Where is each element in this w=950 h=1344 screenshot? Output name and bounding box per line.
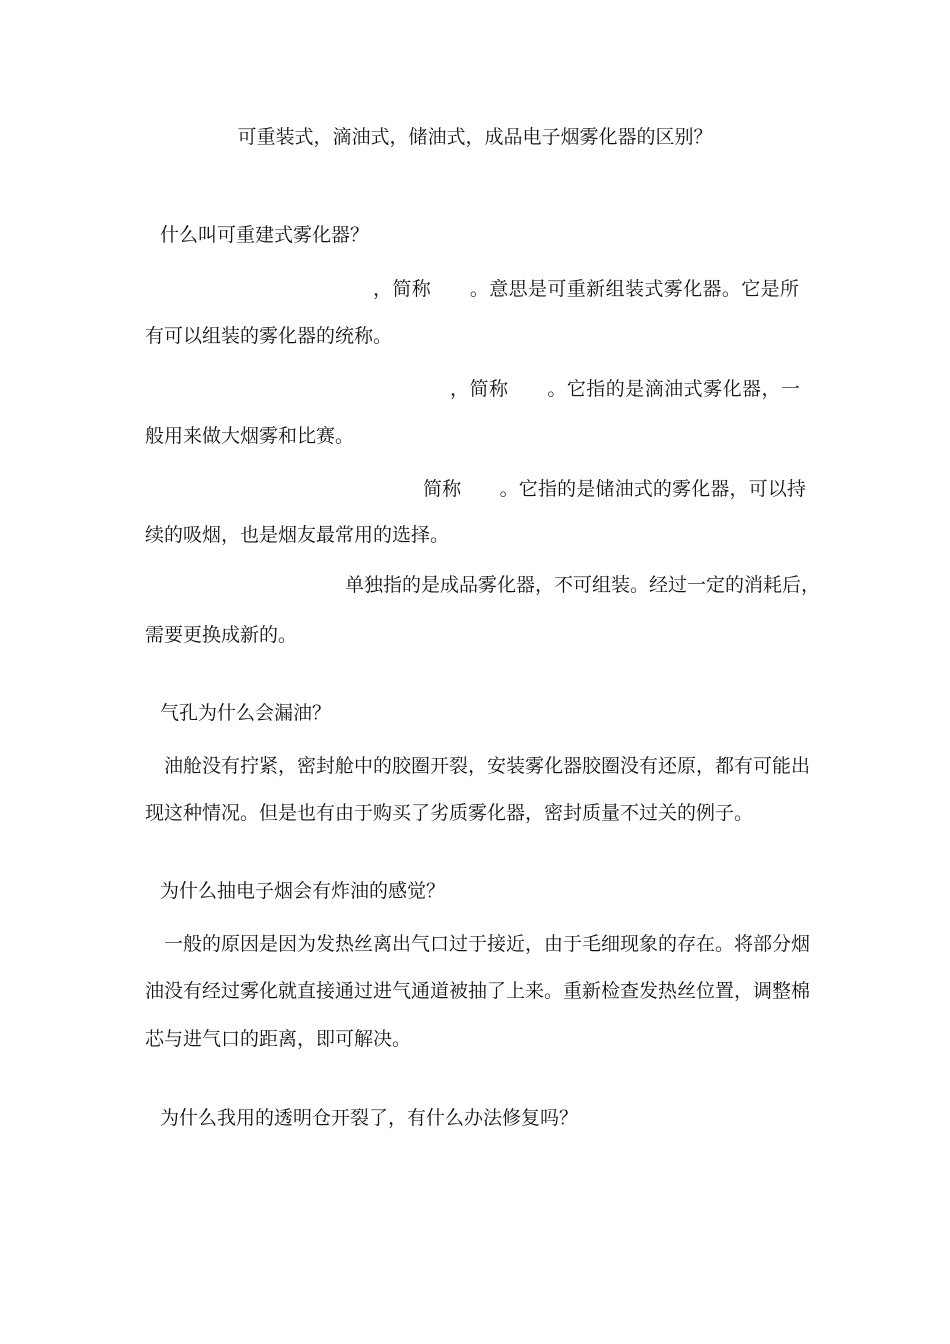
question-heading: 气孔为什么会漏油？ bbox=[160, 702, 332, 724]
paragraph-line: 需要更换成新的。 bbox=[145, 624, 298, 646]
document-title: 可重装式，滴油式，储油式，成品电子烟雾化器的区别？ bbox=[237, 126, 713, 148]
paragraph-line: 油舱没有拧紧，密封舱中的胶圈开裂，安装雾化器胶圈没有还原，都有可能出 bbox=[164, 755, 811, 777]
question-heading: 为什么抽电子烟会有炸油的感觉？ bbox=[160, 880, 446, 902]
paragraph-line: 现这种情况。但是也有由于购买了劣质雾化器，密封质量不过关的例子。 bbox=[145, 802, 754, 824]
paragraph-line: 单独指的是成品雾化器，不可组装。经过一定的消耗后， bbox=[345, 574, 821, 596]
paragraph-line: ，简称 。它指的是滴油式雾化器，一 bbox=[450, 378, 800, 400]
paragraph-line: ，简称 。意思是可重新组装式雾化器。它是所 bbox=[373, 278, 799, 300]
question-heading: 为什么我用的透明仓开裂了，有什么办法修复吗？ bbox=[160, 1107, 579, 1129]
paragraph-line: 般用来做大烟雾和比赛。 bbox=[145, 425, 355, 447]
paragraph-line: 有可以组装的雾化器的统称。 bbox=[145, 325, 393, 347]
paragraph-line: 油没有经过雾化就直接通过进气通道被抽了上来。重新检查发热丝位置，调整棉 bbox=[145, 980, 811, 1002]
paragraph-line: 芯与进气口的距离，即可解决。 bbox=[145, 1028, 412, 1050]
question-heading: 什么叫可重建式雾化器？ bbox=[160, 224, 370, 246]
paragraph-line: 续的吸烟，也是烟友最常用的选择。 bbox=[145, 524, 450, 546]
paragraph-line: 一般的原因是因为发热丝离出气口过于接近，由于毛细现象的存在。将部分烟 bbox=[164, 933, 811, 955]
paragraph-line: 简称 。它指的是储油式的雾化器，可以持 bbox=[423, 478, 806, 500]
